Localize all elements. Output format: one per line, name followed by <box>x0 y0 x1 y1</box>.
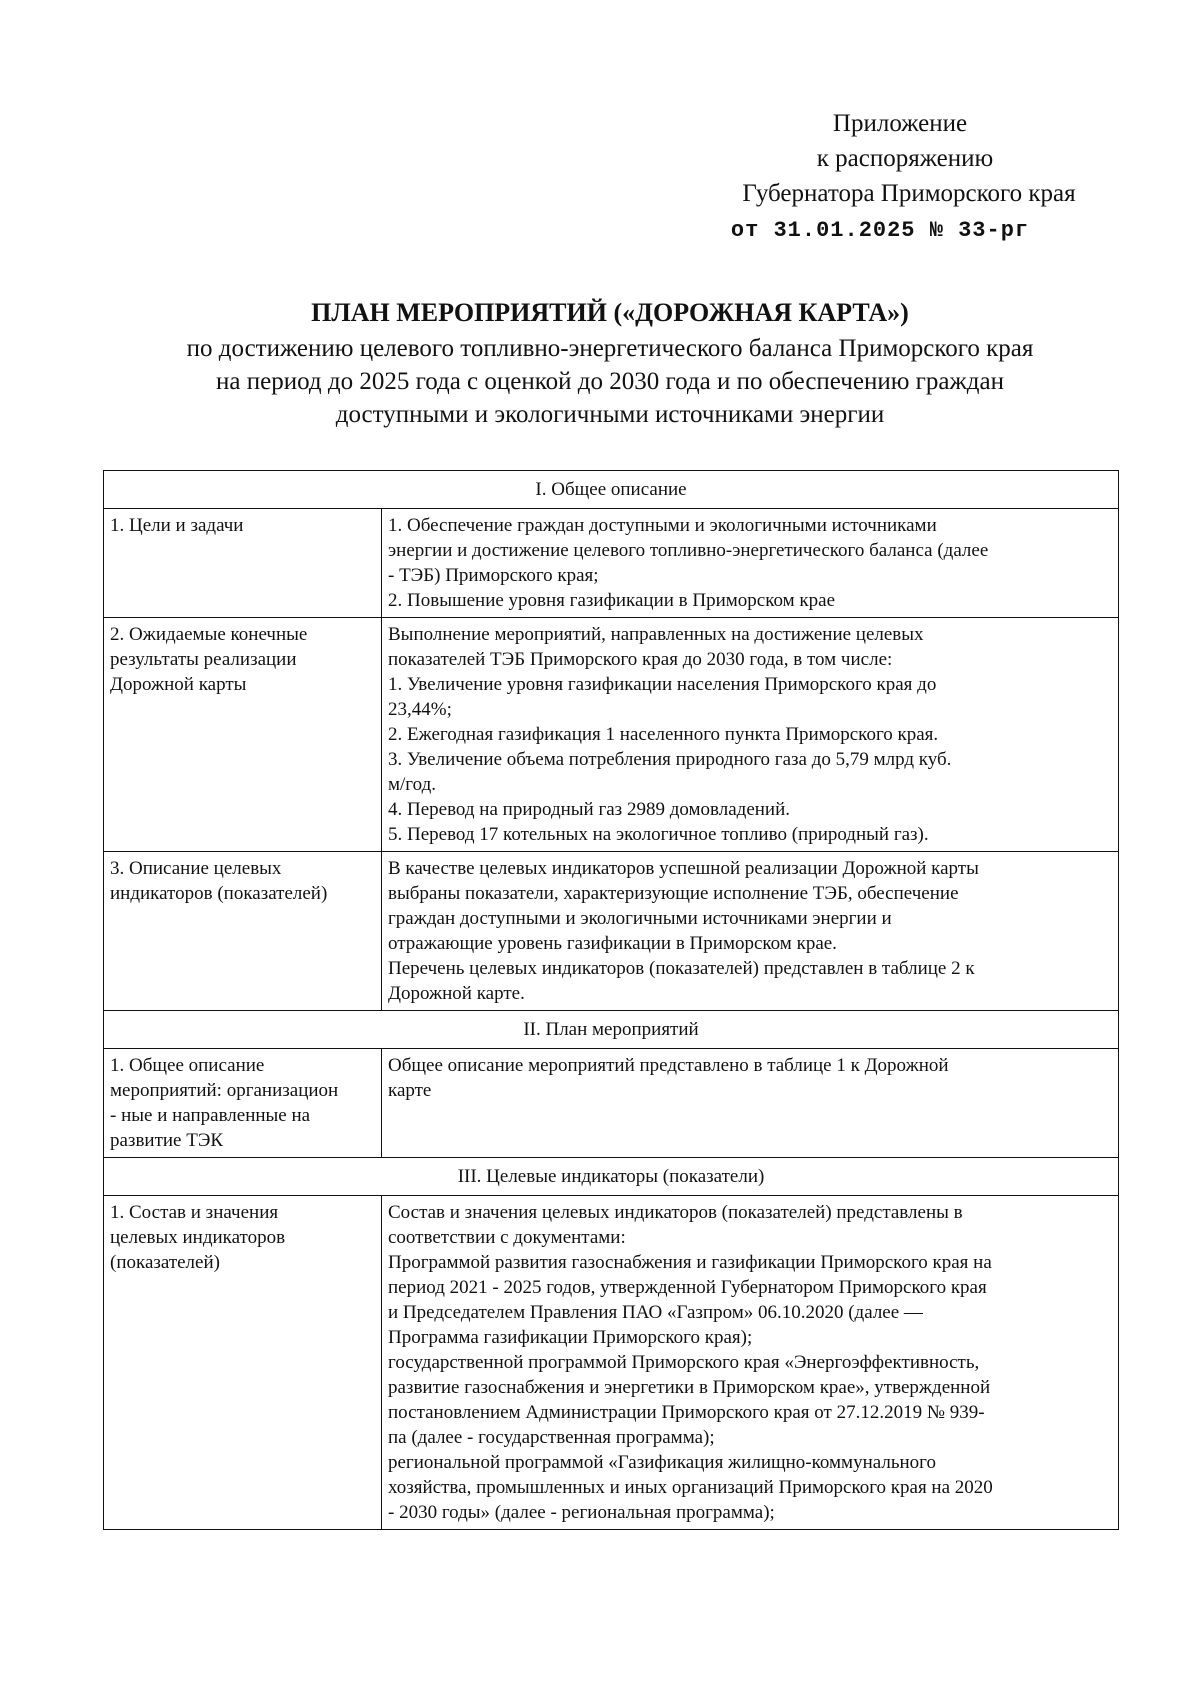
row-content: Состав и значения целевых индикаторов (показателей) представлены в соответствии с документами: Программой развития газоснабжения и газификации Приморского края на период 2021 - 2025 годов, утвержденной Губернатором Приморского края и Председателем Правления ПАО «Газпром» 06.10.2020 (далее — Программа газификации Приморского края); государственной программой Приморского края «Энергоэффективность, развитие газоснабжения и энергетики в Приморском крае», утвержденной постановлением Администрации Приморского края от 27.12.2019 № 939- па (далее - государственная программа); региональной программой «Газификация жилищно-коммунального хозяйства, промышленных и иных организаций Приморского края на 2020 - 2030 годы» (далее - региональная программа); <box>382 1196 1119 1530</box>
row-content: Общее описание мероприятий представлено в таблице 1 к Дорожной карте <box>382 1049 1119 1158</box>
document-title: ПЛАН МЕРОПРИЯТИЙ («ДОРОЖНАЯ КАРТА») <box>311 298 909 327</box>
document-title-block <box>100 296 1120 431</box>
appendix-date-number-stamp: от 31.01.2025 № 33-рг <box>730 218 1030 243</box>
row-content: Выполнение мероприятий, направленных на достижение целевых показателей ТЭБ Приморского края до 2030 года, в том числе: 1. Увеличение уровня газификации населения Приморского края до 23,44%; 2. Ежегодная газификация 1 населенного пункта Приморского края. 3. Увеличение объема потребления природного газа до 5,79 млрд куб. м/год. 4. Перевод на природный газ 2989 домовладений. 5. Перевод 17 котельных на экологичное топливо (природный газ). <box>382 618 1119 852</box>
document-subtitle-line-3: доступными и экологичными источниками энергии <box>335 401 885 428</box>
table-row-expected-results <box>104 618 1119 852</box>
row-content: В качестве целевых индикаторов успешной реализации Дорожной карты выбраны показатели, характеризующие исполнение ТЭБ, обеспечение граждан доступными и экологичными источниками энергии и отражающие уровень газификации в Приморском крае. Перечень целевых индикаторов (показателей) представлен в таблице 2 к Дорожной карте. <box>382 852 1119 1011</box>
row-label: 3. Описание целевых индикаторов (показателей) <box>104 852 382 1011</box>
appendix-header <box>690 106 1110 248</box>
table-row-indicators-composition <box>104 1196 1119 1530</box>
document-subtitle-line-2: на период до 2025 года с оценкой до 2030 года и по обеспечению граждан <box>216 368 1004 395</box>
appendix-title: Приложение <box>832 110 968 137</box>
row-label: 1. Общее описание мероприятий: организацион - ные и направленные на развитие ТЭК <box>104 1049 382 1158</box>
section-row-general <box>104 471 1119 509</box>
table-row-indicators-description <box>104 852 1119 1011</box>
appendix-reference: к распоряжению <box>816 145 994 172</box>
row-label: 1. Состав и значения целевых индикаторов (показателей) <box>104 1196 382 1530</box>
table-row-goals <box>104 509 1119 618</box>
row-content: 1. Обеспечение граждан доступными и экологичными источниками энергии и достижение целевого топливно-энергетического баланса (далее - ТЭБ) Приморского края; 2. Повышение уровня газификации в Приморском крае <box>382 509 1119 618</box>
section-header: II. План мероприятий <box>104 1011 1119 1049</box>
plan-table <box>103 470 1119 1530</box>
table-row-activities-description <box>104 1049 1119 1158</box>
section-header: I. Общее описание <box>104 471 1119 509</box>
row-label: 1. Цели и задачи <box>104 509 382 618</box>
document-subtitle-line-1: по достижению целевого топливно-энергетического баланса Приморского края <box>186 335 1034 362</box>
row-label: 2. Ожидаемые конечные результаты реализации Дорожной карты <box>104 618 382 852</box>
section-row-target-indicators <box>104 1158 1119 1196</box>
section-header: III. Целевые индикаторы (показатели) <box>104 1158 1119 1196</box>
section-row-action-plan <box>104 1011 1119 1049</box>
appendix-authority: Губернатора Приморского края <box>742 180 1076 207</box>
